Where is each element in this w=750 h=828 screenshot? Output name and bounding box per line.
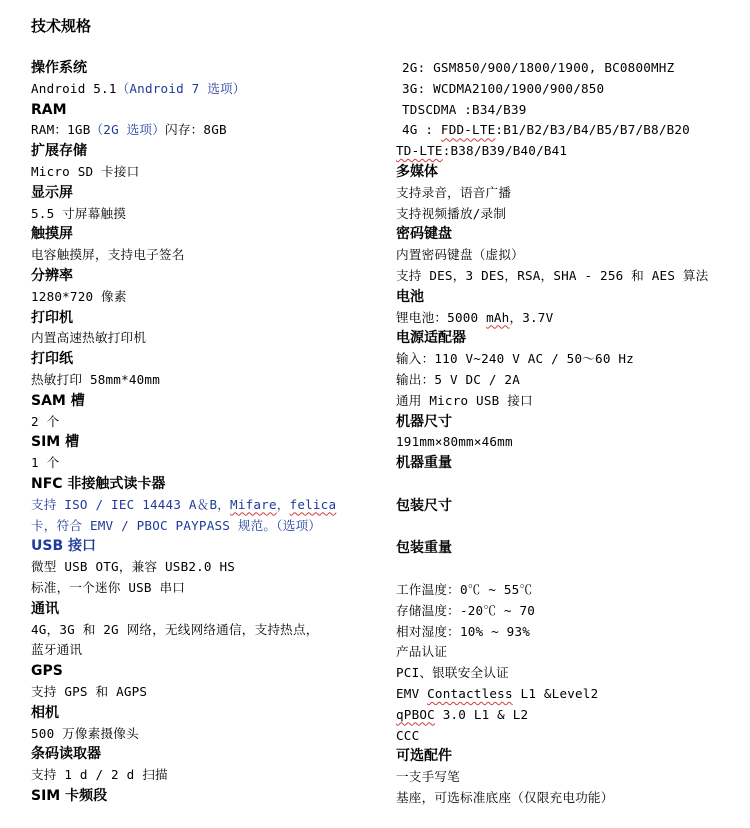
- touch-heading: 触摸屏: [31, 226, 73, 243]
- comm-value-line-2: 蓝牙通讯: [31, 642, 83, 658]
- certification-heading: 产品认证: [396, 644, 448, 660]
- nfc-value-line-2: 卡，符合 EMV / PBOC PAYPASS 规范。（选项）: [31, 517, 322, 533]
- nfc-heading: NFC 非接触式读卡器: [31, 475, 166, 492]
- comm-value-line-1: 4G，3G 和 2G 网络，无线网络通信，支持热点，: [31, 621, 319, 637]
- os-value: Android 5.1（Android 7 选项）: [31, 80, 246, 96]
- pinpad-value-line-1: 内置密码键盘（虚拟）: [396, 247, 524, 263]
- adapter-output: 输出：5 V DC / 2A: [396, 371, 520, 387]
- storage-heading: 扩展存储: [31, 143, 87, 160]
- barcode-heading: 条码读取器: [31, 746, 101, 763]
- paper-value: 热敏打印 58mm*40mm: [31, 371, 160, 387]
- certification-emv: EMV Contactless L1 &Level2: [396, 685, 599, 701]
- band-td-lte: TD-LTE:B38/B39/B40/B41: [396, 143, 568, 159]
- storage-value: Micro SD 卡接口: [31, 163, 140, 179]
- pinpad-value-line-2: 支持 DES，3 DES，RSA，SHA - 256 和 AES 算法: [396, 267, 709, 283]
- band-tdscdma: TDSCDMA :B34/B39: [402, 101, 527, 117]
- usb-value-line-2: 标准，一个迷你 USB 串口: [31, 579, 186, 595]
- relative-humidity: 相对湿度：10% ~ 93%: [396, 623, 531, 639]
- os-heading: 操作系统: [31, 60, 87, 76]
- left-spec-column: [31, 58, 386, 807]
- certification-ccc: CCC: [396, 727, 420, 743]
- media-value-line-1: 支持录音，语音广播: [396, 184, 512, 200]
- nfc-value-line-1: 支持 ISO / IEC 14443 A＆B，Mifare，felica: [31, 496, 337, 512]
- gps-value: 支持 GPS 和 AGPS: [31, 683, 148, 699]
- sim-value: 1 个: [31, 455, 60, 471]
- package-size-heading: 包装尺寸: [396, 497, 452, 514]
- media-value-line-2: 支持视频播放/录制: [396, 205, 507, 221]
- comm-heading: 通讯: [31, 600, 59, 617]
- machine-size-value: 191mm×80mm×46mm: [396, 434, 513, 450]
- adapter-connector: 通用 Micro USB 接口: [396, 392, 533, 408]
- battery-value: 锂电池：5000 mAh，3.7V: [396, 309, 554, 325]
- adapter-heading: 电源适配器: [396, 330, 466, 347]
- right-spec-column: [396, 58, 746, 809]
- storage-temperature: 存储温度：-20℃ ~ 70: [396, 602, 536, 618]
- display-value: 5.5 寸屏幕触摸: [31, 205, 127, 221]
- sim-heading: SIM 槽: [31, 434, 80, 451]
- resolution-value: 1280*720 像素: [31, 288, 127, 304]
- optional-base: 基座，可选标准底座（仅限充电功能）: [396, 789, 614, 805]
- band-3g: 3G: WCDMA2100/1900/900/850: [402, 80, 605, 96]
- page-title: 技术规格: [31, 17, 92, 35]
- working-temperature: 工作温度：0℃ ~ 55℃: [396, 581, 533, 597]
- battery-heading: 电池: [396, 288, 424, 305]
- paper-heading: 打印纸: [31, 351, 73, 368]
- display-heading: 显示屏: [31, 184, 73, 201]
- touch-value: 电容触摸屏，支持电子签名: [31, 247, 185, 263]
- band-2g: 2G: GSM850/900/1800/1900, BC0800MHZ: [402, 60, 675, 75]
- camera-value: 500 万像素摄像头: [31, 725, 139, 741]
- adapter-input: 输入：110 V~240 V AC / 50～60 Hz: [396, 351, 634, 367]
- machine-weight-heading: 机器重量: [396, 455, 452, 472]
- usb-value-line-1: 微型 USB OTG，兼容 USB2.0 HS: [31, 559, 236, 575]
- media-heading: 多媒体: [396, 163, 438, 180]
- package-weight-heading: 包装重量: [396, 540, 452, 557]
- barcode-value: 支持 1 d / 2 d 扫描: [31, 767, 168, 783]
- sam-value: 2 个: [31, 413, 60, 429]
- optional-heading: 可选配件: [396, 748, 452, 765]
- printer-value: 内置高速热敏打印机: [31, 330, 147, 346]
- certification-qpboc: qPBOC 3.0 L1 & L2: [396, 706, 529, 722]
- printer-heading: 打印机: [31, 309, 73, 326]
- ram-option: （2G 选项）: [90, 122, 166, 138]
- os-option: （Android 7 选项）: [116, 80, 246, 96]
- optional-stylus: 一支手写笔: [396, 769, 460, 785]
- gps-heading: GPS: [31, 663, 63, 680]
- sim-band-heading: SIM 卡频段: [31, 787, 108, 804]
- band-4g: 4G : FDD-LTE:B1/B2/B3/B4/B5/B7/B8/B20: [402, 122, 690, 138]
- pinpad-heading: 密码键盘: [396, 226, 452, 243]
- sam-heading: SAM 槽: [31, 392, 85, 409]
- ram-value: RAM：1GB（2G 选项）闪存：8GB: [31, 122, 227, 138]
- machine-size-heading: 机器尺寸: [396, 413, 452, 430]
- ram-heading: RAM: [31, 101, 67, 118]
- certification-pci: PCI、银联安全认证: [396, 665, 509, 681]
- camera-heading: 相机: [31, 704, 59, 721]
- resolution-heading: 分辨率: [31, 267, 73, 284]
- usb-heading: USB 接口: [31, 538, 96, 555]
